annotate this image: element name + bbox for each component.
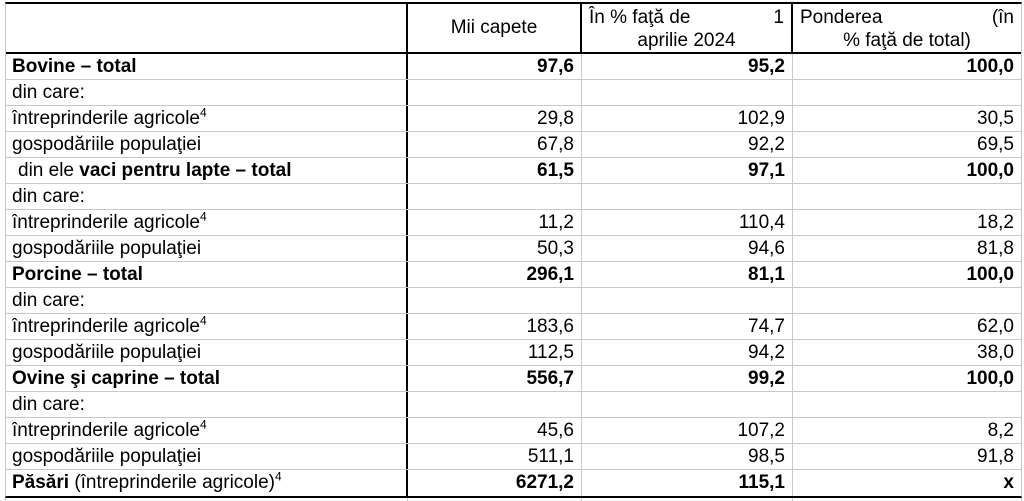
table-row [6, 288, 1021, 314]
cell-ponderea [793, 80, 1021, 105]
row-label [6, 54, 408, 79]
header-cell-ponderea [793, 4, 1021, 52]
table-row [6, 80, 1021, 106]
header-label-percent: În % faţă de [589, 7, 691, 28]
row-label [6, 210, 408, 235]
row-label-footnote-mark: 4 [200, 314, 207, 328]
row-label [6, 184, 408, 209]
cell-ponderea: 30,5 [977, 108, 1014, 129]
row-label-text: din care: [12, 82, 85, 103]
row-label [6, 262, 408, 287]
cell-ponderea: 69,5 [977, 134, 1014, 155]
cell-percent-vs-april: 95,2 [582, 54, 793, 79]
row-label [6, 314, 408, 339]
cell-mii-capete: 6271,2 [408, 470, 582, 496]
cell-ponderea: 100,0 [966, 264, 1014, 285]
header-cell-mii-capete [408, 4, 582, 52]
row-label-text: gospodăriile populaţiei [12, 446, 202, 467]
cell-ponderea [793, 184, 1021, 209]
table-row [6, 184, 1021, 210]
cell-mii-capete [408, 288, 582, 313]
cell-ponderea: 100,0 [966, 368, 1014, 389]
row-label-footnote-mark: 4 [200, 210, 207, 224]
cell-mii-capete: 50,3 [408, 236, 582, 261]
cell-mii-capete [408, 184, 582, 209]
table-row [6, 132, 1021, 158]
header-cell-percent-vs-april [582, 4, 793, 52]
row-label-text: gospodăriile populaţiei [12, 238, 202, 259]
table-row [6, 210, 1021, 236]
cell-ponderea: x [1003, 472, 1014, 493]
row-label [6, 288, 408, 313]
cell-mii-capete: 97,6 [408, 54, 582, 79]
header-line [589, 6, 784, 29]
cell-ponderea: 81,8 [977, 238, 1014, 259]
row-label-bold-text: Ovine şi caprine – total [12, 368, 221, 389]
row-label-footnote-mark: 4 [274, 470, 282, 484]
row-label [6, 132, 408, 157]
livestock-table [5, 2, 1022, 498]
table-row [6, 418, 1021, 444]
row-label [6, 444, 408, 469]
cell-mii-capete: 61,5 [408, 158, 582, 183]
table-row [6, 366, 1021, 392]
table-row [6, 392, 1021, 418]
row-label-bold-text: Porcine – total [12, 264, 143, 285]
table-row [6, 262, 1021, 288]
row-label-footnote-mark: 4 [200, 106, 207, 120]
row-label-text: din ele [18, 160, 80, 181]
row-label-bold-text: Bovine – total [12, 56, 137, 77]
cell-percent-vs-april: 98,5 [582, 444, 793, 469]
table-row [6, 470, 1021, 496]
cell-mii-capete: 556,7 [408, 366, 582, 391]
cell-percent-vs-april: 94,2 [582, 340, 793, 365]
cell-percent-vs-april: 92,2 [582, 132, 793, 157]
cell-percent-vs-april: 110,4 [582, 210, 793, 235]
row-label-text: gospodăriile populaţiei [12, 342, 202, 363]
cell-mii-capete: 112,5 [408, 340, 582, 365]
row-label-text: din care: [12, 290, 85, 311]
cell-mii-capete [408, 80, 582, 105]
row-label [6, 418, 408, 443]
cell-ponderea [793, 392, 1021, 417]
row-label-text: întreprinderile agricole [12, 108, 200, 129]
header-label-ponderea: Ponderea [800, 7, 883, 28]
cell-ponderea: 100,0 [966, 56, 1014, 77]
cell-mii-capete: 29,8 [408, 106, 582, 131]
cell-percent-vs-april: 74,7 [582, 314, 793, 339]
cell-percent-vs-april: 94,6 [582, 236, 793, 261]
row-label-footnote-mark: 4 [200, 418, 207, 432]
row-label-text: gospodăriile populaţiei [12, 134, 202, 155]
header-line [800, 6, 1014, 29]
row-label [6, 470, 408, 496]
row-label-text: din care: [12, 394, 85, 415]
header-label-mii-capete: Mii capete [450, 17, 538, 38]
row-label [6, 340, 408, 365]
cell-mii-capete: 11,2 [408, 210, 582, 235]
header-label-aprilie-2024: aprilie 2024 [637, 30, 736, 51]
row-label-suffix-text: (întreprinderile agricole) [69, 472, 275, 493]
cell-ponderea: 38,0 [977, 342, 1014, 363]
cell-ponderea: 62,0 [977, 316, 1014, 337]
row-label [6, 158, 408, 183]
cell-ponderea [793, 288, 1021, 313]
cell-percent-vs-april [582, 392, 793, 417]
cell-percent-vs-april: 97,1 [582, 158, 793, 183]
row-label [6, 236, 408, 261]
header-label-in: (în [991, 7, 1014, 28]
table-header-row [6, 4, 1021, 54]
cell-mii-capete: 296,1 [408, 262, 582, 287]
row-label [6, 80, 408, 105]
table-row [6, 340, 1021, 366]
table-row [6, 158, 1021, 184]
row-label-bold-text: Păsări [12, 472, 70, 493]
cell-mii-capete [408, 392, 582, 417]
row-label-bold-text: vaci pentru lapte – total [79, 160, 292, 181]
row-label [6, 366, 408, 391]
row-label-text: din care: [12, 186, 85, 207]
row-label-text: întreprinderile agricole [12, 316, 200, 337]
cell-percent-vs-april: 107,2 [582, 418, 793, 443]
cell-ponderea: 91,8 [977, 446, 1014, 467]
cell-ponderea: 100,0 [966, 160, 1014, 181]
row-label [6, 392, 408, 417]
cell-mii-capete: 67,8 [408, 132, 582, 157]
table-row [6, 236, 1021, 262]
row-label-text: întreprinderile agricole [12, 212, 200, 233]
table-row [6, 106, 1021, 132]
table-body [6, 54, 1021, 496]
header-label-day: 1 [773, 7, 784, 28]
cell-percent-vs-april: 102,9 [582, 106, 793, 131]
cell-percent-vs-april: 115,1 [582, 470, 793, 496]
cell-percent-vs-april [582, 184, 793, 209]
header-cell-empty [6, 4, 408, 52]
table-row [6, 314, 1021, 340]
cell-ponderea: 18,2 [977, 212, 1014, 233]
cell-ponderea: 8,2 [987, 420, 1014, 441]
row-label-text: întreprinderile agricole [12, 420, 200, 441]
cell-mii-capete: 183,6 [408, 314, 582, 339]
cell-percent-vs-april: 81,1 [582, 262, 793, 287]
header-label-fata-de-total: % faţă de total) [843, 30, 971, 51]
table-row [6, 54, 1021, 80]
cell-mii-capete: 511,1 [408, 444, 582, 469]
cell-percent-vs-april [582, 288, 793, 313]
row-label [6, 106, 408, 131]
cell-percent-vs-april [582, 80, 793, 105]
table-row [6, 444, 1021, 470]
cell-mii-capete: 45,6 [408, 418, 582, 443]
cell-percent-vs-april: 99,2 [582, 366, 793, 391]
